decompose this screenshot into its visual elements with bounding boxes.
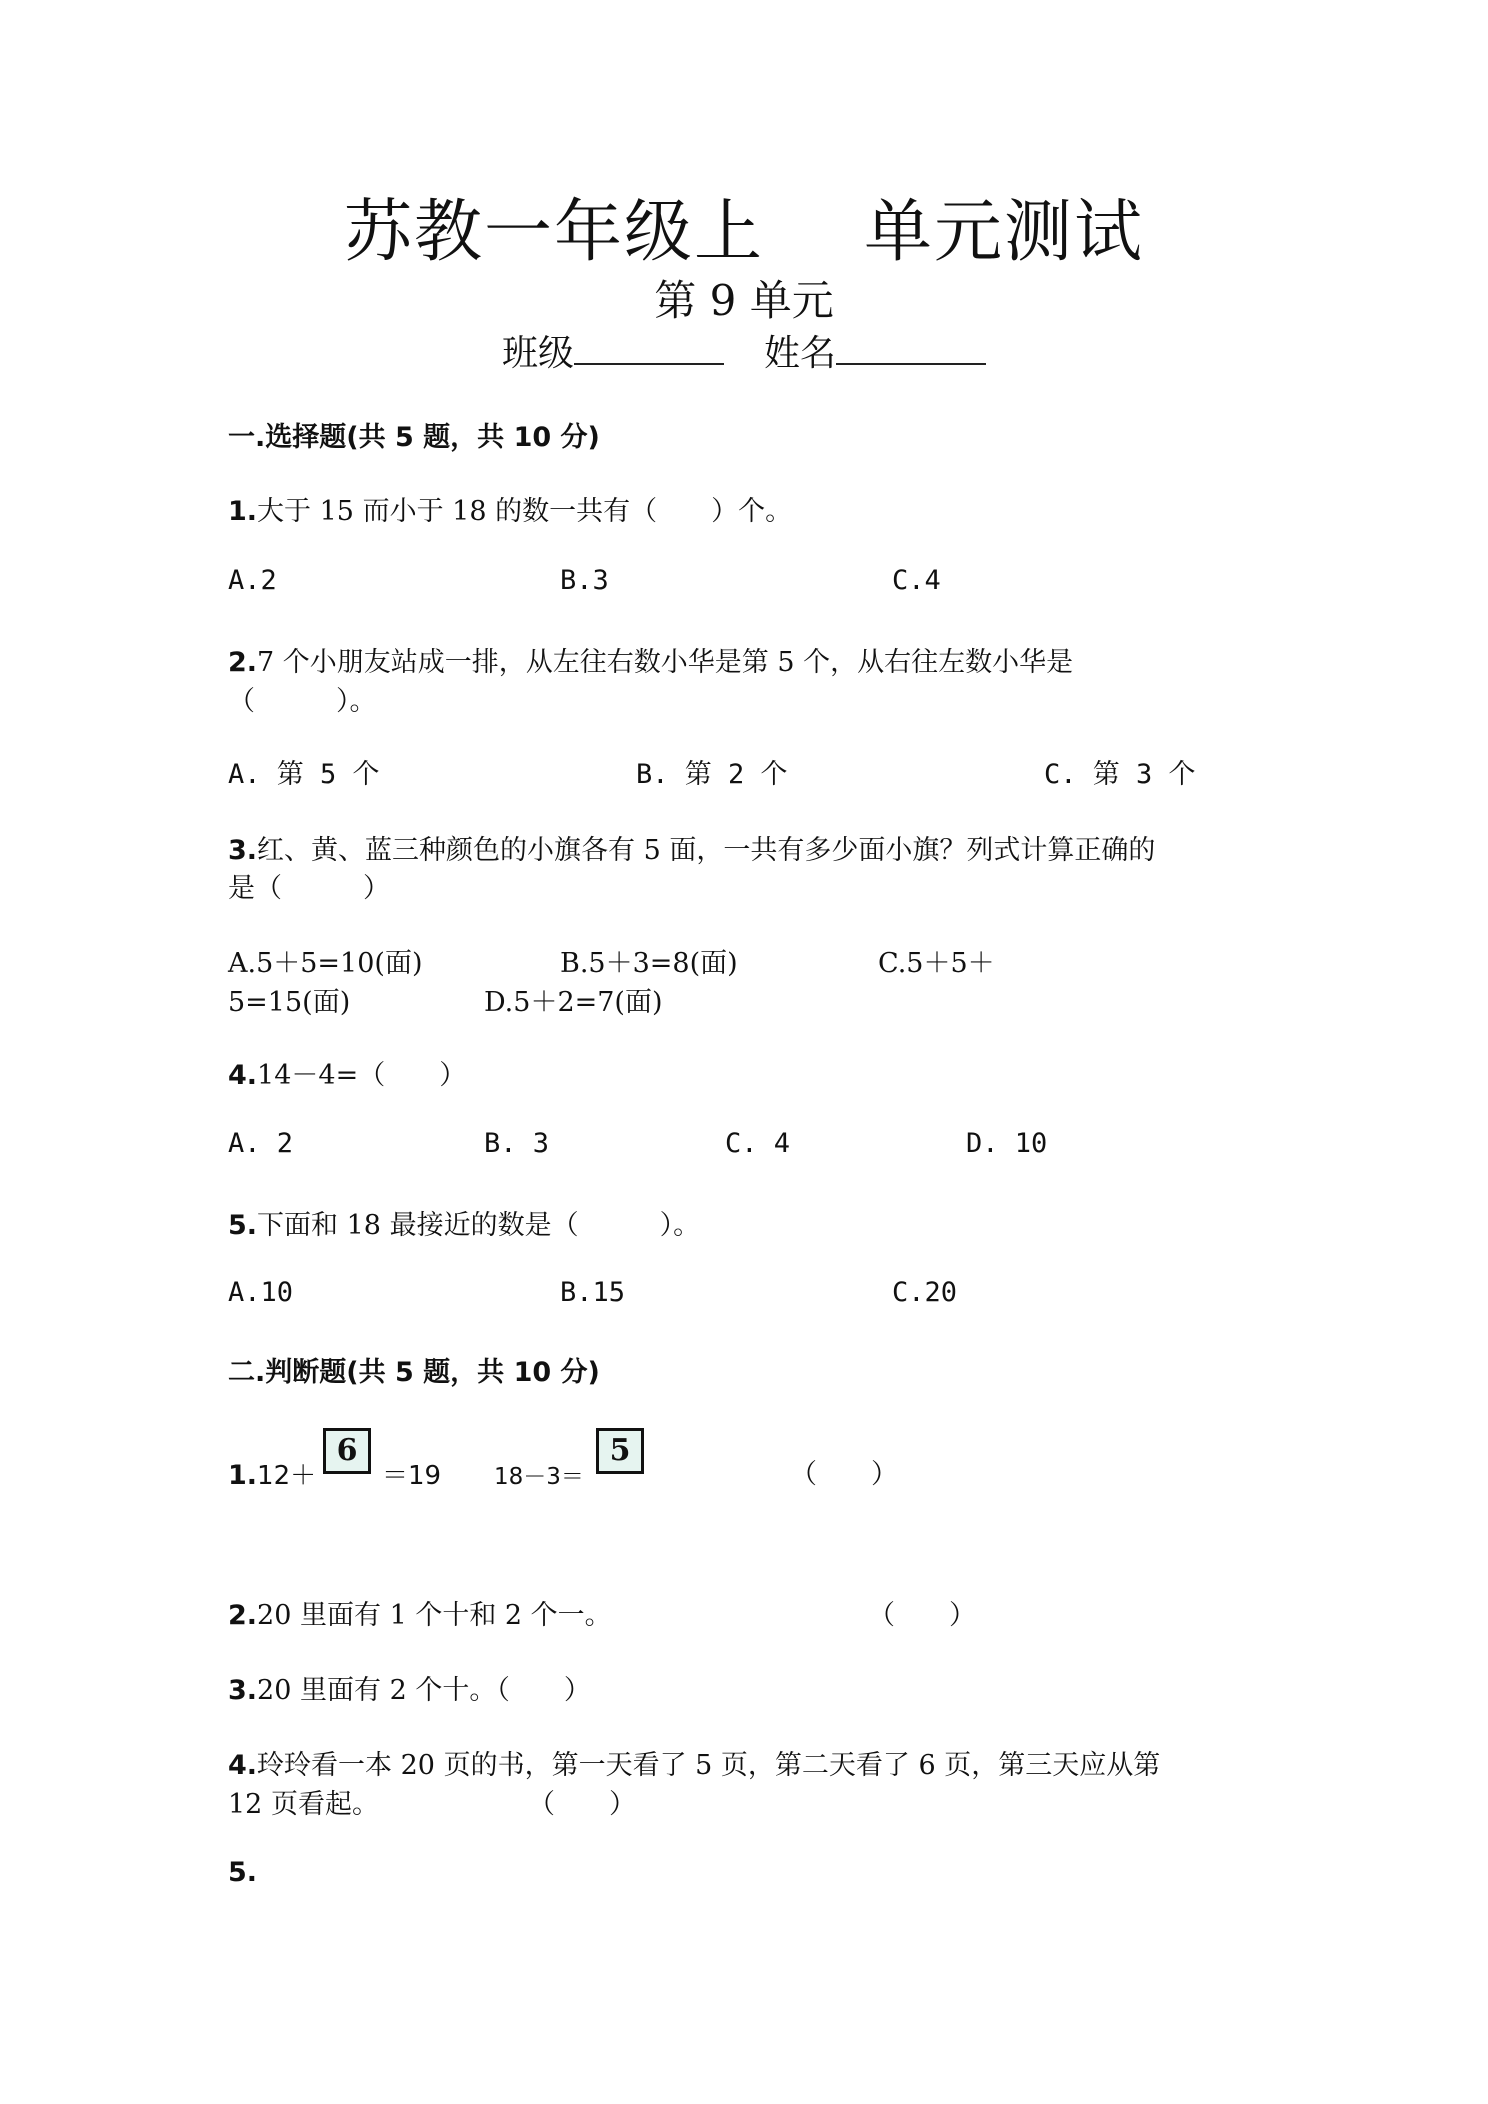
question-text: 7 个小朋友站成一排，从左往右数小华是第 5 个，从右往左数小华是	[257, 647, 1074, 678]
option-c[interactable]: C.4	[892, 565, 941, 596]
question-text-continued: 12 页看起。	[228, 1789, 379, 1820]
question-text: 14－4=（ ）	[257, 1060, 467, 1091]
option-c[interactable]: C.20	[892, 1277, 958, 1308]
judgement-question-4	[228, 1743, 1160, 1782]
question-text[interactable]: 20 里面有 2 个十。（ ）	[257, 1675, 591, 1706]
answer-box-6: 6	[323, 1428, 371, 1474]
question-number: 5.	[228, 1857, 258, 1888]
question-number: 5.	[228, 1210, 258, 1241]
question-number: 4.	[228, 1750, 258, 1781]
judgement-paren[interactable]: （ ）	[790, 1459, 898, 1490]
option-b[interactable]: B. 3	[484, 1128, 550, 1159]
section-heading-choice: 一.选择题(共 5 题，共 10 分)	[228, 422, 600, 453]
choice-question-2	[228, 640, 1073, 679]
choice-question-3	[228, 828, 1155, 867]
option-a[interactable]: A. 2	[228, 1128, 294, 1159]
choice-question-1	[228, 489, 792, 528]
question-text: 红、黄、蓝三种颜色的小旗各有 5 面，一共有多少面小旗？列式计算正确的	[257, 835, 1156, 866]
question-text: 下面和 18 最接近的数是（ ）。	[257, 1210, 701, 1241]
question-number: 2.	[228, 647, 258, 678]
option-a[interactable]: A.2	[228, 565, 277, 596]
judgement-question-2	[228, 1593, 612, 1632]
judgement-paren[interactable]: （ ）	[868, 1600, 976, 1631]
choice-question-4	[228, 1053, 466, 1092]
judgement-question-5	[228, 1857, 257, 1888]
question-number: 1.	[228, 1460, 258, 1491]
judgement-paren[interactable]: （ ）	[528, 1789, 636, 1820]
question-number: 4.	[228, 1060, 258, 1091]
choice-question-5	[228, 1203, 700, 1242]
option-a[interactable]: A.10	[228, 1277, 294, 1308]
question-number: 3.	[228, 835, 258, 866]
option-d[interactable]: D. 10	[966, 1128, 1048, 1159]
option-d[interactable]: D.5＋2=7(面)	[484, 987, 663, 1018]
answer-box-5: 5	[596, 1428, 644, 1474]
section-heading-judgement: 二.判断题(共 5 题，共 10 分)	[228, 1357, 600, 1388]
judgement-question-3	[228, 1668, 591, 1707]
class-label: 班级	[501, 333, 574, 374]
page-subtitle: 第 9 单元	[654, 276, 834, 325]
judgement-question-1-left	[228, 1455, 316, 1492]
option-a[interactable]: A. 第 5 个	[228, 759, 380, 790]
name-label: 姓名	[764, 333, 837, 374]
option-a[interactable]: A.5＋5=10(面)	[228, 948, 423, 979]
option-c[interactable]: C. 第 3 个	[1044, 759, 1196, 790]
expression-c: 18－3＝	[494, 1464, 584, 1490]
option-c-continued: 5=15(面)	[228, 987, 351, 1018]
name-blank[interactable]	[836, 333, 986, 365]
question-text-continued: 是（ ）	[228, 873, 390, 904]
expression-a: 12＋	[257, 1461, 317, 1491]
option-b[interactable]: B.3	[560, 565, 609, 596]
page-title	[0, 178, 1488, 275]
option-b[interactable]: B.5＋3=8(面)	[560, 948, 738, 979]
option-b[interactable]: B. 第 2 个	[636, 759, 788, 790]
question-text: 20 里面有 1 个十和 2 个一。	[257, 1600, 612, 1631]
question-number: 2.	[228, 1600, 258, 1631]
question-number: 1.	[228, 496, 258, 527]
question-number: 3.	[228, 1675, 258, 1706]
question-text: 大于 15 而小于 18 的数一共有（ ）个。	[257, 496, 793, 527]
class-blank[interactable]	[574, 333, 724, 365]
question-text-continued: （ ）。	[228, 686, 377, 717]
title-grade: 苏教一年级上	[343, 193, 764, 272]
option-c[interactable]: C.5＋5＋	[878, 948, 995, 979]
question-text: 玲玲看一本 20 页的书，第一天看了 5 页，第二天看了 6 页，第三天应从第	[257, 1750, 1161, 1781]
option-b[interactable]: B.15	[560, 1277, 626, 1308]
title-test: 单元测试	[864, 193, 1145, 272]
expression-b: ＝19	[382, 1461, 442, 1491]
option-c[interactable]: C. 4	[725, 1128, 791, 1159]
student-info-line	[0, 325, 1488, 376]
